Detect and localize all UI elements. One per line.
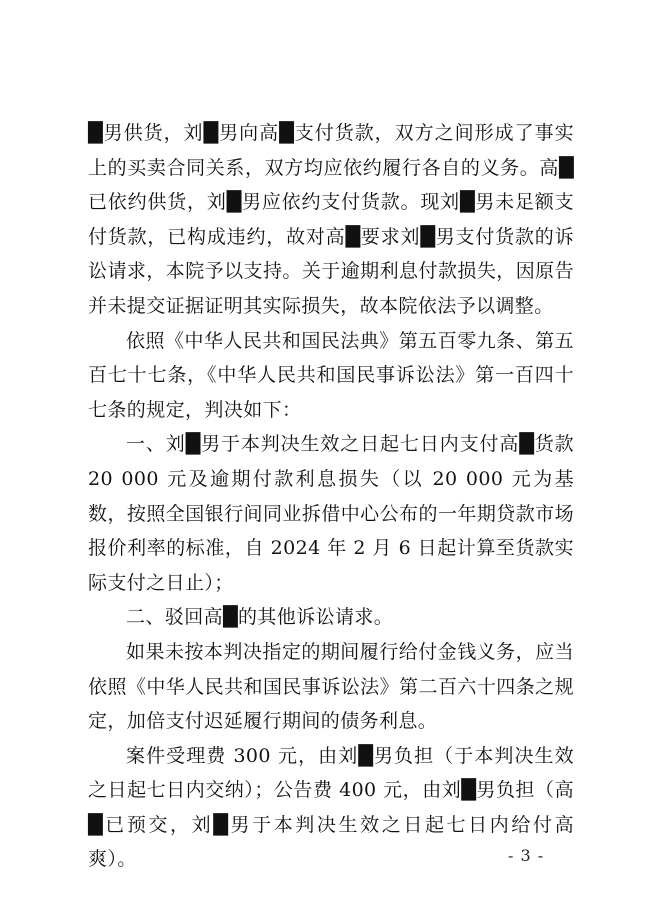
paragraph-delay-interest: 如果未按本判决指定的期间履行给付金钱义务，应当依照《中华人民共和国民事诉讼法》第二百六十四条之规定，加倍支付迟延履行期间的债务利息。 [88, 640, 574, 733]
page-number: - 3 - [508, 846, 545, 865]
document-body [88, 116, 574, 877]
paragraph-judgment-item-2: 二、驳回高█的其他诉讼请求。 [126, 606, 394, 629]
paragraph-court-fees: 案件受理费 300 元，由刘█男负担（于本判决生效之日起七日内交纳）；公告费 400 元，由刘█男负担（高█已预交，刘█男于本判决生效之日起七日内给付高爽）。 [88, 744, 574, 871]
paragraph-contract-analysis: █男供货，刘█男向高█支付货款，双方之间形成了事实上的买卖合同关系，双方均应依约履行各自的义务。高█已依约供货，刘█男应依约支付货款。现刘█男未足额支付货款，已构成违约，故对高█要求刘█男支付货款的诉讼请求，本院予以支持。关于逾期利息付款损失，因原告并未提交证据证明其实际损失，故本院依法予以调整。 [88, 122, 574, 317]
paragraph-legal-basis: 依照《中华人民共和国民法典》第五百零九条、第五百七十七条，《中华人民共和国民事诉讼法》第一百四十七条的规定，判决如下： [88, 329, 574, 421]
paragraph-judgment-item-1: 一、刘█男于本判决生效之日起七日内支付高█货款 20 000 元及逾期付款利息损失（以 20 000 元为基数，按照全国银行间同业拆借中心公布的一年期贷款市场报价利率的标准，自 2024 年 2 月 6 日起计算至货款实际支付之日止）； [88, 433, 574, 594]
